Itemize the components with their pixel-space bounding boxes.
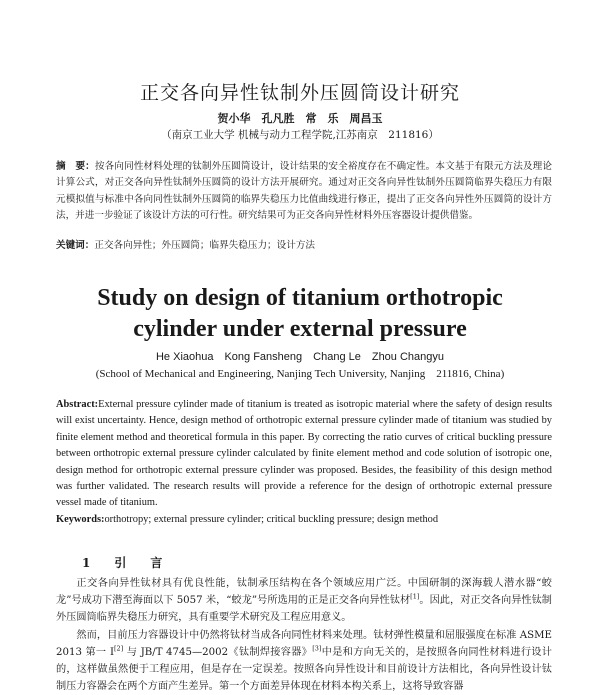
introduction-body (56, 575, 552, 695)
chinese-affiliation: （南京工业大学 机械与动力工程学院,江苏南京 211816） (161, 129, 439, 141)
chinese-keywords (56, 237, 552, 251)
chinese-authors: 贺小华 孔凡胜 常 乐 周昌玉 (217, 112, 383, 125)
chinese-title: 正交各向异性钛制外压圆筒设计研究 (139, 82, 460, 104)
citation-1: [1] (410, 592, 420, 601)
english-keywords (56, 514, 552, 525)
citation-2: [2] (113, 644, 124, 653)
intro-p1-text-a: 正交各向异性钛材具有优良性能，钛制承压结构在各个领域应用广泛。中国研制的深海载人潜水器“蛟龙”号成功下潜至海面以下 5057 米，“蛟龙”号所选用的正是正交各向异性钛材 (56, 578, 552, 607)
chinese-abstract-text: 按各向同性材料处理的钛制外压圆筒设计，设计结果的安全裕度存在不确定性。本文基于有限元方法及理论计算公式，对正交各向异性钛制外压圆筒的设计方法开展研究。通过对正交各向异性钛制外压圆筒临界失稳压力有限元模拟值与标准中各向同性钛制外压圆筒的临界失稳压力比值曲线进行修正，提出了正交各向异性外压圆筒的设计方法，并进一步验证了该设计方法的可行性。研究结果可为正交各向异性材料外压容器设计提供借鉴。 (56, 161, 553, 222)
intro-p2-text-b: 与 JB/T 4745—2002《钛制焊接容器》 (123, 646, 313, 658)
english-affiliation: (School of Mechanical and Engineering, Nanjing Tech University, Nanjing 211816, China) (95, 368, 505, 380)
section-heading-introduction: 1 引 言 (82, 556, 169, 570)
intro-paragraph-1 (56, 575, 552, 627)
english-title (0, 283, 600, 345)
english-title-line-2: cylinder under external pressure (133, 316, 467, 342)
english-title-line-1: Study on design of titanium orthotropic (97, 285, 503, 311)
english-keywords-label: Keywords: (56, 514, 105, 525)
intro-paragraph-2 (56, 627, 552, 695)
english-keywords-text: orthotropy; external pressure cylinder; critical buckling pressure; design method (104, 514, 439, 525)
english-abstract (56, 397, 552, 512)
english-authors: He Xiaohua Kong Fansheng Chang Le Zhou Changyu (155, 351, 445, 363)
intro-p2-text-a: 然而，目前压力容器设计中仍然将钛材当成各向同性材料来处理。钛材弹性模量和屈服强度在标准 ASME 2013 第一 I (56, 629, 552, 658)
chinese-abstract-label: 摘 要： (56, 161, 95, 172)
english-abstract-text: External pressure cylinder made of titanium is treated as isotropic material where the safety of design results will exist uncertainty. Hence, design method of orthotropic external pressure cylinder made of titanium was studied by finite element method and theoretical formula in this paper. By correcting the ratio curves of critical buckling pressure between orthotropic external pressure cylinder calculated by finite element method and code solution of isotropic one, design method for orthotropic external pressure cylinder was proposed. Besides, the feasibility of this design method was further validated. The research results will provide a reference for the design of orthotropic external pressure vessel made of titanium. (56, 399, 552, 509)
intro-p1-text-b: 。因此，对正交各向异性钛制外压圆筒临界失稳压力研究，具有重要学术研究及工程应用意义。 (56, 595, 552, 624)
chinese-keywords-text: 正交各向异性；外压圆筒；临界失稳压力；设计方法 (94, 240, 316, 251)
english-abstract-label: Abstract: (56, 399, 99, 410)
intro-p2-text-c: 中是和方向无关的，是按照各向同性材料进行设计的，这样做虽然便于工程应用，但是存在一定误差。按照各向异性设计和目前设计方法相比，各向异性设计钛制压力容器会在两个方面产生差异。第一个方面差异体现在材料本构关系上，这将导致容器 (56, 646, 552, 693)
chinese-abstract (56, 159, 552, 225)
citation-3: [3] (312, 644, 322, 653)
chinese-keywords-label: 关键词： (56, 240, 95, 251)
